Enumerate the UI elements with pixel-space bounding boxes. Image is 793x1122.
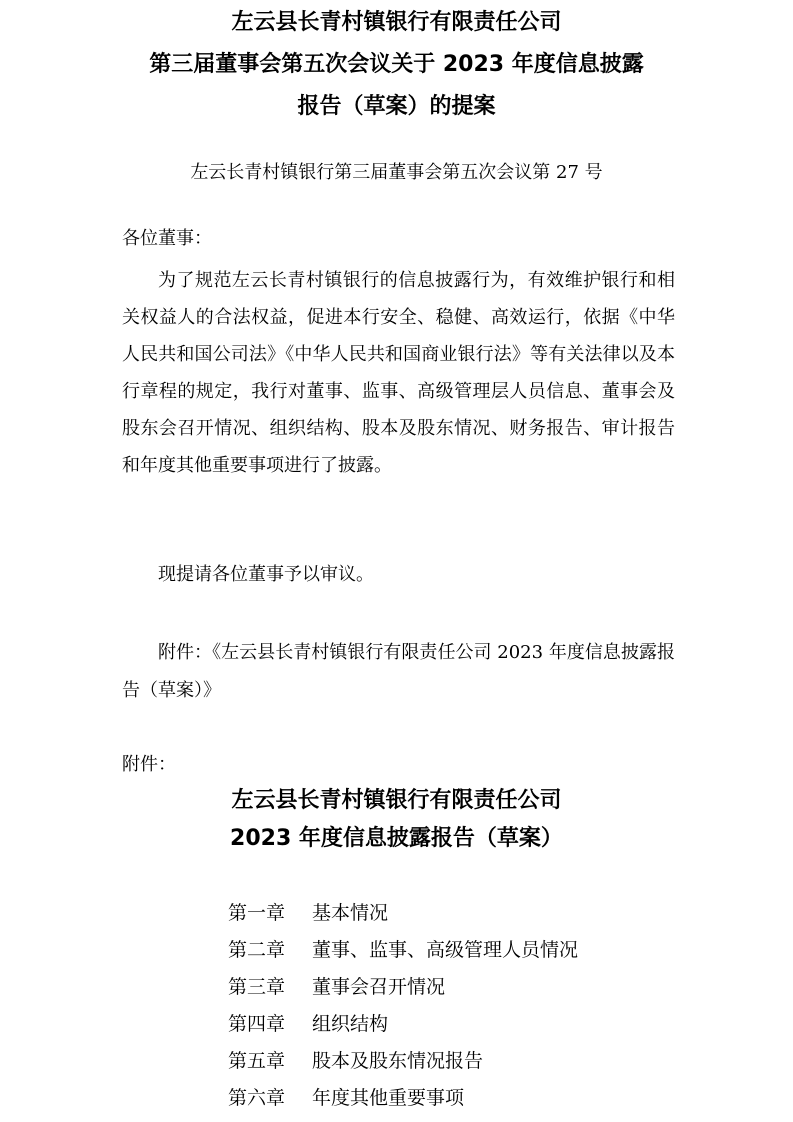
toc-item — [228, 1083, 578, 1120]
toc-item — [228, 935, 578, 972]
attachment-label: 附件： — [122, 754, 176, 775]
toc-chapter-number: 第一章 — [228, 902, 286, 924]
toc-chapter-number: 第二章 — [228, 939, 286, 961]
toc-item — [228, 1009, 578, 1046]
toc-chapter-title: 董事、监事、高级管理人员情况 — [312, 939, 579, 961]
toc-chapter-number: 第三章 — [228, 976, 286, 998]
report-title-line-2: 2023 年度信息披露报告（草案） — [230, 826, 563, 851]
toc-item — [228, 1046, 578, 1083]
proposal-request: 现提请各位董事予以审议。 — [158, 564, 374, 585]
salutation: 各位董事： — [122, 228, 212, 249]
proposal-title-line-2: 第三届董事会第五次会议关于 2023 年度信息披露 — [149, 52, 644, 77]
document-number: 左云长青村镇银行第三届董事会第五次会议第 27 号 — [190, 162, 603, 183]
attachment-note: 附件：《左云县长青村镇银行有限责任公司 2023 年度信息披露报告（草案）》 — [122, 642, 675, 701]
body-paragraph: 为了规范左云长青村镇银行的信息披露行为，有效维护银行和相关权益人的合法权益，促进本行安全、稳健、高效运行，依据《中华人民共和国公司法》《中华人民共和国商业银行法》等有关法律以及本行章程的规定，我行对董事、监事、高级管理层人员信息、董事会及股东会召开情况、组织结构、股本及股东情况、财务报告、审计报告和年度其他重要事项进行了披露。 — [122, 270, 675, 476]
toc-chapter-number: 第六章 — [228, 1087, 286, 1109]
report-title-line-1: 左云县长青村镇银行有限责任公司 — [231, 788, 562, 813]
toc-chapter-title: 董事会召开情况 — [312, 976, 446, 998]
proposal-title-line-3: 报告（草案）的提案 — [297, 94, 496, 119]
proposal-title-line-1: 左云县长青村镇银行有限责任公司 — [231, 10, 562, 35]
toc-chapter-number: 第五章 — [228, 1050, 286, 1072]
toc-chapter-title: 年度其他重要事项 — [312, 1087, 465, 1109]
toc-chapter-title: 股本及股东情况报告 — [312, 1050, 484, 1072]
toc-item — [228, 972, 578, 1009]
toc-item — [228, 898, 578, 935]
toc-chapter-title: 组织结构 — [312, 1013, 389, 1035]
toc-chapter-title: 基本情况 — [312, 902, 389, 924]
table-of-contents — [228, 898, 578, 1120]
toc-chapter-number: 第四章 — [228, 1013, 286, 1035]
